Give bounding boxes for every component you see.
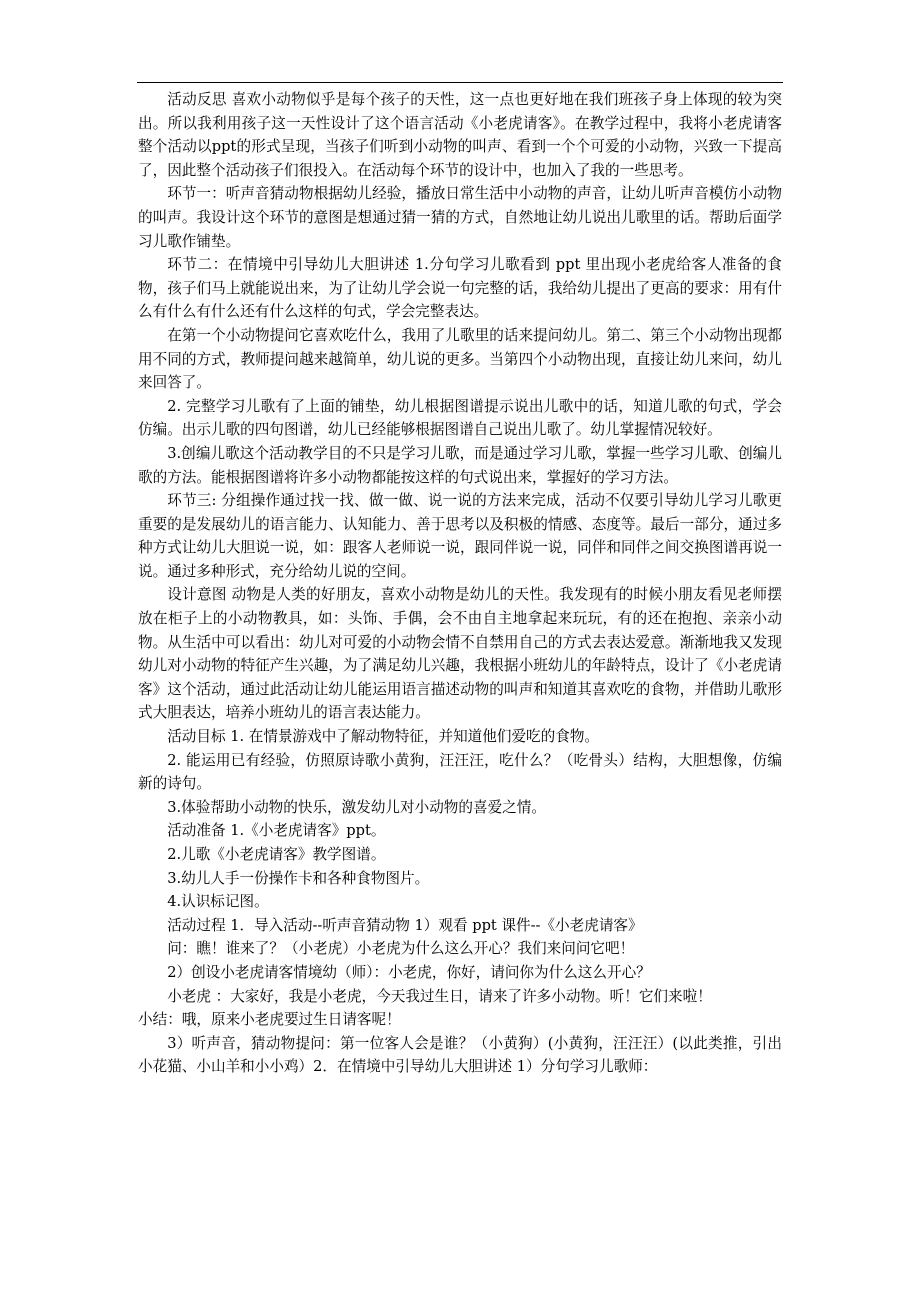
paragraph-step-two: 环节二：在情境中引导幼儿大胆讲述 1.分句学习儿歌看到 ppt 里出现小老虎给客人准备的食物，孩子们马上就能说出来，为了让幼儿学会说一句完整的话，我给幼儿提出了更高的要求：用有什么有什么有什么还有什么这样的句式，学会完整表达。 <box>138 256 782 321</box>
header-rule <box>137 82 783 83</box>
paragraph-tiger-dialogue: 小老虎 ：大家好，我是小老虎，今天我过生日，请来了许多小动物。听！它们来啦！ <box>167 987 712 1005</box>
paragraph-question: 问：瞧！谁来了？（小老虎）小老虎为什么这么开心？我们来问问它吧！ <box>167 940 635 958</box>
paragraph-step-one: 环节一：听声音猜动物根据幼儿经验，播放日常生活中小动物的声音，让幼儿听声音模仿小动物的叫声。我设计这个环节的意图是想通过猜一猜的方式，自然地让幼儿说出儿歌里的话。帮助后面学习儿歌作铺垫。 <box>138 185 782 250</box>
paragraph-create-rhyme: 3.创编儿歌这个活动教学目的不只是学习儿歌，而是通过学习儿歌，掌握一些学习儿歌、创编儿歌的方法。能根据图谱将许多小动物都能按这样的句式说出来，掌握好的学习方法。 <box>138 444 782 486</box>
paragraph-goal-one: 活动目标 1. 在情景游戏中了解动物特征，并知道他们爱吃的食物。 <box>167 728 600 746</box>
paragraph-prep-four: 4.认识标记图。 <box>167 893 269 911</box>
paragraph-process-intro: 活动过程 1．导入活动--听声音猜动物 1）观看 ppt 课件--《小老虎请客》 <box>167 916 643 934</box>
paragraph-goal-three: 3.体验帮助小动物的快乐，激发幼儿对小动物的喜爱之情。 <box>167 798 546 816</box>
paragraph-step-two-questions: 在第一个小动物提问它喜欢吃什么，我用了儿歌里的话来提问幼儿。第二、第三个小动物出现都用不同的方式，教师提问越来越简单，幼儿说的更多。当第四个小动物出现，直接让幼儿来问，幼儿来回答了。 <box>138 326 782 392</box>
paragraph-step-three: 环节三: 分组操作通过找一找、做一做、说一说的方法来完成，活动不仅要引导幼儿学习儿歌更重要的是发展幼儿的语言能力、认知能力、善于思考以及积极的情感、态度等。最后一部分，通过多种方式让幼儿大胆说一说，如：跟客人老师说一说，跟同伴说一说，同伴和同伴之间交换图谱再说一说。通过多种形式，充分给幼儿说的空间。 <box>138 492 782 580</box>
paragraph-prep-one: 活动准备 1.《小老虎请客》ppt。 <box>167 822 386 840</box>
paragraph-prep-three: 3.幼儿人手一份操作卡和各种食物图片。 <box>167 869 430 887</box>
document-body <box>138 88 782 1079</box>
paragraph-prep-two: 2.儿歌《小老虎请客》教学图谱。 <box>167 846 386 863</box>
paragraph-goal-two: 2. 能运用已有经验，仿照原诗歌小黄狗，汪汪汪，吃什么？（吃骨头）结构，大胆想像，仿编新的诗句。 <box>138 751 782 793</box>
paragraph-complete-learning: 2. 完整学习儿歌有了上面的铺垫，幼儿根据图谱提示说出儿歌中的话，知道儿歌的句式，学会仿编。出示儿歌的四句图谱，幼儿已经能够根据图谱自己说出儿歌了。幼儿掌握情况较好。 <box>138 397 782 439</box>
paragraph-listen-guess: 3）听声音，猜动物提问：第一位客人会是谁？（小黄狗）(小黄狗，汪汪汪）(以此类推，引出小花猫、小山羊和小小鸡）2．在情境中引导幼儿大胆讲述 1）分句学习儿歌师： <box>138 1034 782 1076</box>
paragraph-scenario: 2）创设小老虎请客情境幼（师）：小老虎，你好，请问你为什么这么开心？ <box>167 963 651 981</box>
paragraph-design-intent: 设计意图 动物是人类的好朋友，喜欢小动物是幼儿的天性。我发现有的时候小朋友看见老师摆放在柜子上的小动物教具，如：头饰、手偶，会不由自主地拿起来玩玩，有的还在抱抱、亲亲小动物。从生活中可以看出：幼儿对可爱的小动物会情不自禁用自己的方式去表达爱意。渐渐地我又发现幼儿对小动物的特征产生兴趣，为了满足幼儿兴趣，我根据小班幼儿的年龄特点，设计了《小老虎请客》这个活动，通过此活动让幼儿能运用语言描述动物的叫声和知道其喜欢吃的食物，并借助儿歌形式大胆表达，培养小班幼儿的语言表达能力。 <box>138 586 782 722</box>
paragraph-reflection: 活动反思 喜欢小动物似乎是每个孩子的天性，这一点也更好地在我们班孩子身上体现的较为突出。所以我利用孩子这一天性设计了这个语言活动《小老虎请客》。在教学过程中，我将小老虎请客整个活动以ppt的形式呈现，当孩子们听到小动物的叫声、看到一个个可爱的小动物，兴致一下提高了，因此整个活动孩子们很投入。在活动每个环节的设计中，也加入了我的一些思考。 <box>138 91 782 179</box>
paragraph-summary: 小结：哦，原来小老虎要过生日请客呢！ <box>138 1011 401 1029</box>
